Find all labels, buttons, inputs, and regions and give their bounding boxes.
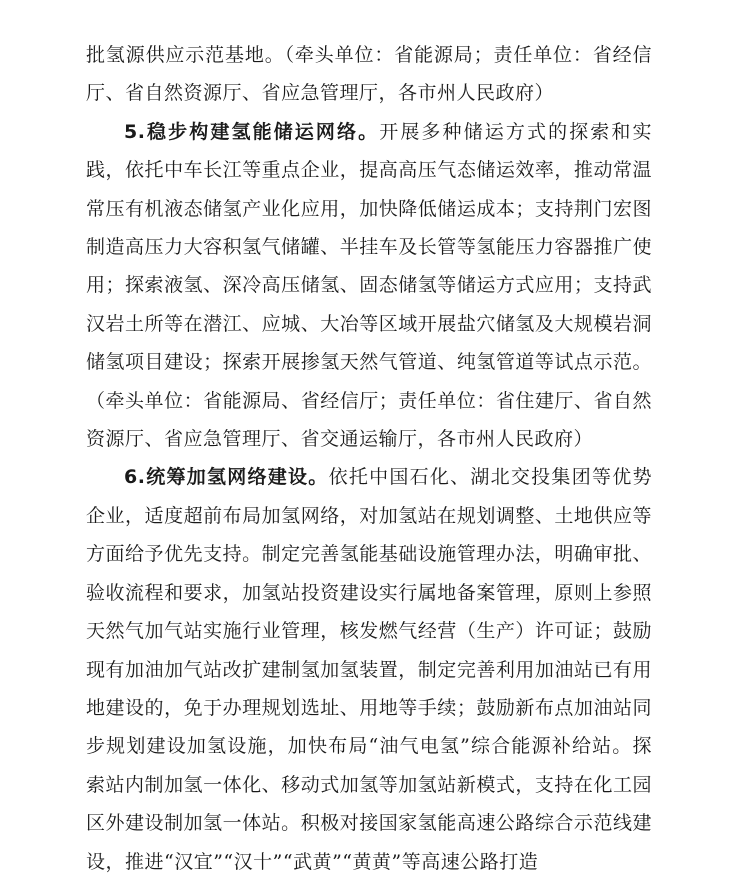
paragraph-text: 依托中国石化、湖北交投集团等优势企业，适度超前布局加氢网络，对加氢站在规划调整、土地供应等方面给予优先支持。制定完善氢能基础设施管理办法，明确审批、验收流程和要求，加氢站投资建设实行属地备案管理，原则上参照天然气加气站实施行业管理，核发燃气经营（生产）许可证；鼓励现有加油加气站改扩建制氢加氢装置，制定完善利用加油站已有用地建设的，免于办理规划选址、用地等手续；鼓励新布点加油站同步规划建设加氢设施，加快布局“油气电氢”综合能源补给站。探索站内制加氢一体化、移动式加氢等加氢站新模式，支持在化工园区外建设制加氢一体站。积极对接国家氢能高速公路综合示范线建设，推进“汉宜”“汉十”“武黄”“黄黄”等高速公路打造	[86, 466, 652, 873]
document-page	[86, 36, 652, 881]
paragraph-text: 开展多种储运方式的探索和实践，依托中车长江等重点企业，提高高压气态储运效率，推动常温常压有机液态储氢产业化应用，加快降低储运成本；支持荆门宏图制造高压力大容积氢气储罐、半挂车及长管等氢能压力容器推广使用；探索液氢、深冷高压储氢、固态储氢等储运方式应用；支持武汉岩土所等在潜江、应城、大冶等区域开展盐穴储氢及大规模岩洞储氢项目建设；探索开展掺氢天然气管道、纯氢管道等试点示范。（牵头单位：省能源局、省经信厅；责任单位：省住建厅、省自然资源厅、省应急管理厅、省交通运输厅，各市州人民政府）	[86, 120, 652, 451]
paragraph-text: 批氢源供应示范基地。（牵头单位：省能源局；责任单位：省经信厅、省自然资源厅、省应急管理厅，各市州人民政府）	[86, 44, 652, 105]
section-heading: 5.稳步构建氢能储运网络。	[124, 120, 380, 143]
section-heading: 6.统筹加氢网络建设。	[124, 466, 329, 489]
paragraph-refueling-network	[86, 458, 652, 880]
paragraph-continuation	[86, 36, 652, 113]
paragraph-hydrogen-storage	[86, 113, 652, 459]
